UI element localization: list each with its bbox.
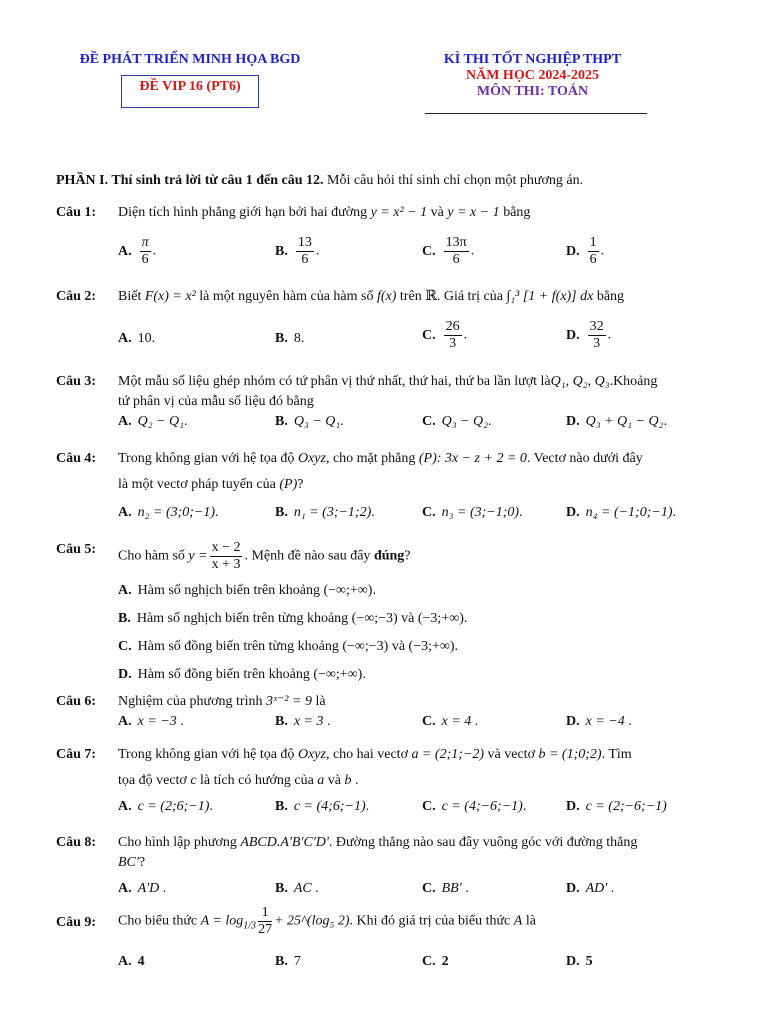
option-c[interactable]: C. Hàm số đồng biến trên từng khoảng (−∞;−3) và (−3;+∞). xyxy=(118,639,459,654)
options xyxy=(118,712,716,734)
option-a[interactable]: A. Q₂ − Q₁. xyxy=(118,414,188,429)
option-b[interactable]: B. n₁ = (3;−1;2). xyxy=(275,505,375,520)
option-b[interactable]: B. x = 3 . xyxy=(275,714,331,729)
option-a[interactable]: A. 10. xyxy=(118,331,156,346)
stem-text: Trong không gian với hệ tọa độ xyxy=(118,451,295,466)
options xyxy=(118,797,716,819)
options xyxy=(118,503,716,525)
stem-text: . Tìm xyxy=(601,747,632,762)
option-b[interactable]: B. Q₃ − Q₁. xyxy=(275,414,344,429)
question-stem xyxy=(118,692,716,712)
option-c[interactable]: C. c = (4;−6;−1). xyxy=(422,799,527,814)
stem-text: Diện tích hình phẳng giới hạn bởi hai đường xyxy=(118,205,368,220)
math-eq: A xyxy=(513,913,523,929)
math-eq: BC' xyxy=(118,855,139,870)
option-c[interactable]: C. $\frac{26}{3}$ . xyxy=(422,319,468,351)
math-eq: y = xyxy=(188,548,208,564)
math-eq: b = (1;0;2) xyxy=(538,747,602,762)
stem-text: và xyxy=(327,773,341,788)
question-label: Câu 1: xyxy=(56,205,97,220)
option-d[interactable]: D. $\frac{32}{3}$ . xyxy=(566,319,612,351)
options xyxy=(118,412,716,434)
math-eq: F(x) = x² xyxy=(144,289,196,304)
stem-text: tứ phân vị của mẫu số liệu đó bằng xyxy=(118,394,314,409)
option-c[interactable]: C. BB' . xyxy=(422,881,469,896)
question-label: Câu 3: xyxy=(56,374,97,389)
math-eq: f(x) xyxy=(376,289,397,304)
math-eq: (P) xyxy=(279,477,298,492)
part-instruction xyxy=(56,173,583,189)
option-d[interactable]: D. 5 xyxy=(566,954,593,969)
option-c[interactable]: C. Q₃ − Q₂. xyxy=(422,414,492,429)
option-a[interactable]: A. 4 xyxy=(118,954,145,969)
question-stem xyxy=(118,372,716,392)
header-left-title: ĐỀ PHÁT TRIỂN MINH HỌA BGD xyxy=(79,52,301,67)
stem-text: ? xyxy=(138,855,146,870)
option-d[interactable]: D. Hàm số đồng biến trên khoảng (−∞;+∞). xyxy=(118,667,366,682)
question-stem xyxy=(118,833,716,853)
stem-line-2 xyxy=(118,475,716,495)
subject: MÔN THI: TOÁN xyxy=(476,84,589,99)
stem-text: , cho mặt phẳng xyxy=(325,451,416,466)
math-eq: a xyxy=(317,773,325,788)
stem-text: bằng xyxy=(596,289,625,304)
options xyxy=(118,952,716,974)
option-a[interactable]: A. x = −3 . xyxy=(118,714,184,729)
stem-text: ? xyxy=(297,477,304,492)
stem-text: . Giá trị của xyxy=(436,289,503,304)
stem-text: tọa độ vectơ xyxy=(118,773,187,788)
question-stem: Cho hàm số y = $\frac{x - 2}{x + 3}$ . Mệnh đề nào sau đây đúng? xyxy=(118,540,411,572)
option-a[interactable]: A. c = (2;6;−1). xyxy=(118,799,213,814)
math-eq: ℝ xyxy=(425,289,437,304)
math-eq: ∫₁³ [1 + f(x)] dx xyxy=(506,289,594,304)
option-d[interactable]: D. AD' . xyxy=(566,881,615,896)
stem-text: là tích có hướng của xyxy=(200,773,314,788)
option-a[interactable]: A. Hàm số nghịch biến trên khoảng (−∞;+∞). xyxy=(118,583,376,598)
option-d[interactable]: D. x = −4 . xyxy=(566,714,632,729)
stem-bold: đúng xyxy=(373,548,405,564)
math-eq: ABCD.A'B'C'D' xyxy=(240,835,329,850)
question-label: Câu 8: xyxy=(56,835,97,850)
option-b[interactable]: B. 7 xyxy=(275,954,301,969)
stem-text: Cho biểu thức xyxy=(118,913,198,929)
option-a[interactable]: A. n₂ = (3;0;−1). xyxy=(118,505,219,520)
option-c[interactable]: C. $\frac{13\pi}{6}$ . xyxy=(422,235,475,267)
math-eq: c xyxy=(190,773,197,788)
stem-text: và vectơ xyxy=(487,747,535,762)
question-1 xyxy=(56,203,716,269)
stem-text: , cho hai vectơ xyxy=(325,747,408,762)
stem-text: . Đường thẳng nào sau đây vuông góc với đường thẳng xyxy=(328,835,638,850)
option-c[interactable]: C. 2 xyxy=(422,954,449,969)
part-note: Mỗi câu hỏi thí sinh chỉ chọn một phương án. xyxy=(323,173,584,188)
stem-text: ? xyxy=(404,548,411,564)
question-stem xyxy=(118,745,716,765)
math-eq: Q₁, Q₂, Q₃ xyxy=(550,374,610,389)
exam-code: ĐỀ VIP 16 (PT6) xyxy=(139,79,241,94)
math-eq: 1/3 xyxy=(243,920,257,932)
question-label: Câu 4: xyxy=(56,451,97,466)
option-b[interactable]: B. $\frac{13}{6}$ . xyxy=(275,235,320,267)
option-b[interactable]: B. AC . xyxy=(275,881,319,896)
header-left xyxy=(40,52,340,108)
stem-line-2: tọa độ vectơ c là tích có hướng của a và b . xyxy=(118,773,359,788)
stem-text: là một vectơ pháp tuyến của xyxy=(118,477,276,492)
math-eq: Oxyz xyxy=(297,451,326,466)
math-eq: + 25^(log₅ 2) xyxy=(274,913,350,929)
question-6 xyxy=(56,692,716,734)
option-b[interactable]: B. Hàm số nghịch biến trên từng khoảng (−∞;−3) và (−3;+∞). xyxy=(118,611,468,626)
header-rule xyxy=(425,113,647,114)
option-d[interactable]: D. c = (2;−6;−1) xyxy=(566,799,667,814)
stem-text: . Khi đó giá trị của biểu thức xyxy=(349,913,511,929)
option-b[interactable]: B. c = (4;6;−1). xyxy=(275,799,370,814)
option-a[interactable]: A. A'D . xyxy=(118,881,167,896)
math-eq: a = (2;1;−2) xyxy=(411,747,485,762)
stem-text: Một mẫu số liệu ghép nhóm có tứ phân vị thứ nhất, thứ hai, thứ ba lần lượt là xyxy=(118,374,551,389)
stem-text: và xyxy=(430,205,444,220)
question-5 xyxy=(56,540,716,689)
header-right xyxy=(395,52,670,100)
question-label: Câu 6: xyxy=(56,694,97,709)
options xyxy=(118,235,716,269)
school-year: NĂM HỌC 2024-2025 xyxy=(466,68,599,83)
stem-text: Trong không gian với hệ tọa độ xyxy=(118,747,295,762)
math-eq: b xyxy=(344,773,352,788)
math-eq: (P): 3x − z + 2 = 0 xyxy=(418,451,527,466)
question-label: Câu 2: xyxy=(56,289,97,304)
option-d[interactable]: D. n₄ = (−1;0;−1). xyxy=(566,505,676,520)
question-8 xyxy=(56,833,716,901)
question-7 xyxy=(56,745,716,819)
question-3 xyxy=(56,372,716,434)
stem-text: bằng xyxy=(503,205,531,220)
question-9 xyxy=(56,905,716,974)
question-label: Câu 5: xyxy=(56,542,97,557)
stem-text: là xyxy=(525,913,536,929)
option-b[interactable]: B. 8. xyxy=(275,331,305,346)
exam-code-box xyxy=(121,75,259,108)
question-stem xyxy=(118,449,716,469)
option-a[interactable]: A. $\frac{\pi}{6}$ . xyxy=(118,235,157,267)
stem-text: .Khoảng xyxy=(609,374,658,389)
stem-text: . Vectơ nào dưới đây xyxy=(526,451,643,466)
stem-text: Nghiệm của phương trình xyxy=(118,694,263,709)
question-label: Câu 7: xyxy=(56,747,97,762)
option-c[interactable]: C. n₃ = (3;−1;0). xyxy=(422,505,523,520)
stem-text: là một nguyên hàm của hàm số xyxy=(199,289,374,304)
part-heading: PHẦN I. Thí sinh trả lời từ câu 1 đến câu 12. xyxy=(56,173,324,188)
math-eq: Oxyz xyxy=(297,747,326,762)
question-4 xyxy=(56,449,716,525)
question-2 xyxy=(56,287,716,363)
math-eq: y = x − 1 xyxy=(447,205,500,220)
stem-text: trên xyxy=(399,289,422,304)
question-stem xyxy=(118,287,716,307)
options xyxy=(118,879,716,901)
math-eq: 3ˣ⁻² = 9 xyxy=(265,694,312,709)
question-label: Câu 9: xyxy=(56,915,97,930)
option-d[interactable]: D. $\frac{1}{6}$ . xyxy=(566,235,605,267)
question-stem: Cho biểu thức $A = \log_{1/3}$ $\frac{1}{27}$ + 25^(log₅ 2). Khi đó giá trị của biểu thức A là xyxy=(118,905,536,937)
exam-title: KÌ THI TỐT NGHIỆP THPT xyxy=(443,52,622,67)
math-eq: A = log xyxy=(200,913,244,929)
options xyxy=(118,319,716,363)
stem-line-2 xyxy=(118,853,716,873)
stem-text: là xyxy=(315,694,326,709)
stem-text: Biết xyxy=(118,289,142,304)
option-d[interactable]: D. Q₃ + Q₁ − Q₂. xyxy=(566,414,667,429)
question-stem xyxy=(118,203,716,223)
math-eq: y = x² − 1 xyxy=(370,205,428,220)
option-c[interactable]: C. x = 4 . xyxy=(422,714,479,729)
stem-text: Cho hình lập phương xyxy=(118,835,237,850)
stem-text: . Mệnh đề nào sau đây xyxy=(244,548,371,564)
stem-text: Cho hàm số xyxy=(118,548,185,564)
